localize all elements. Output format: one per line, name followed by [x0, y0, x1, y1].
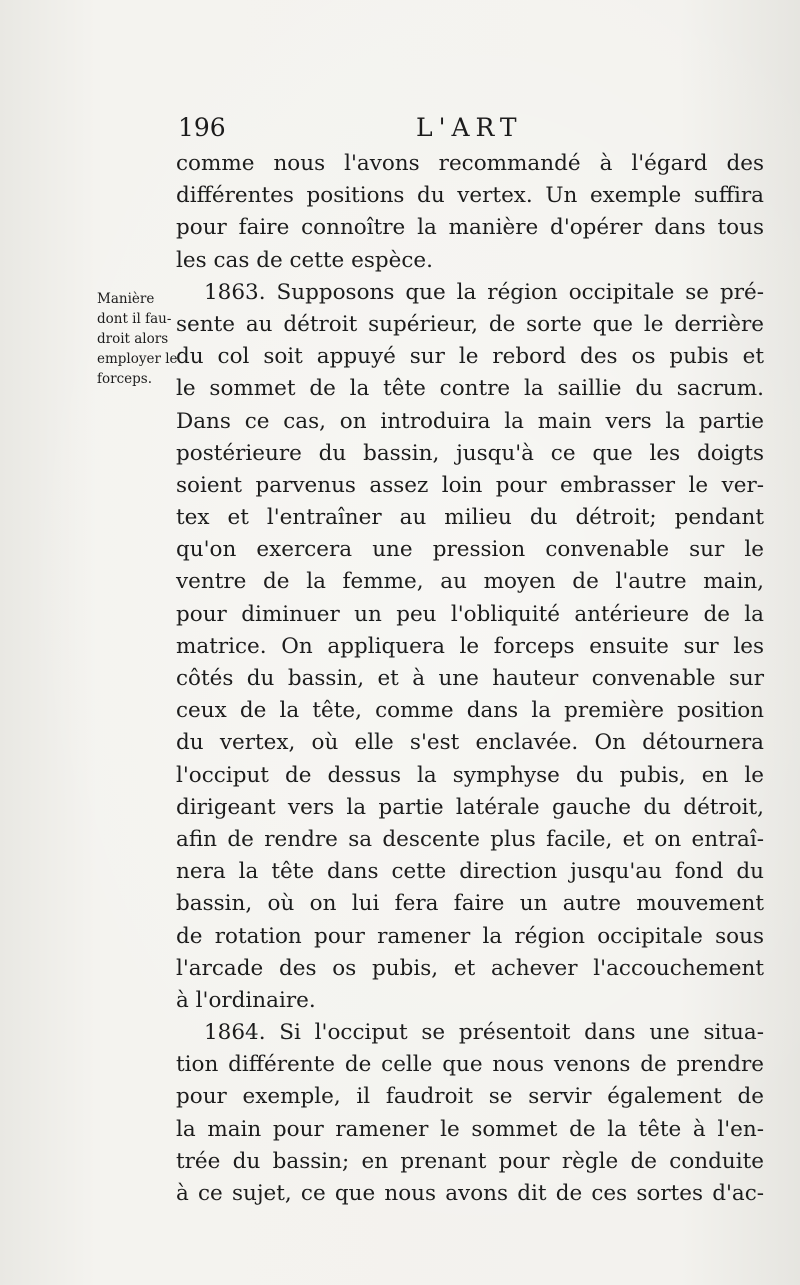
- text-line: matrice. On appliquera le forceps ensuite sur les: [176, 633, 764, 659]
- text-line: à l'ordinaire.: [176, 987, 316, 1013]
- margin-note-line: droit alors: [97, 331, 169, 347]
- text-line: à ce sujet, ce que nous avons dit de ces sortes d'ac-: [176, 1181, 764, 1206]
- paragraph-1863-start: 1863. Supposons que la région occipitale se pré-: [204, 279, 764, 305]
- margin-note-line: Manière: [97, 291, 155, 307]
- text-line: soient parvenus assez loin pour embrasser le ver-: [176, 472, 764, 498]
- text-line: pour diminuer un peu l'obliquité antérieure de la: [176, 601, 764, 627]
- text-line: côtés du bassin, et à une hauteur convenable sur: [176, 666, 764, 691]
- text-line: les cas de cette espèce.: [176, 247, 433, 273]
- text-line: sente au détroit supérieur, de sorte que le derrière: [176, 311, 764, 337]
- text-line: dirigeant vers la partie latérale gauche du détroit,: [176, 794, 764, 820]
- text-line: du col soit appuyé sur le rebord des os pubis et: [176, 344, 764, 370]
- paragraph-1864-start: 1864. Si l'occiput se présentoit dans une situa-: [204, 1020, 764, 1046]
- margin-note-line: employer le: [97, 351, 178, 367]
- text-line: Dans ce cas, on introduira la main vers la partie: [176, 408, 764, 434]
- body-text: [176, 148, 764, 1210]
- text-line: ceux de la tête, comme dans la première position: [176, 698, 764, 724]
- text-line: du vertex, où elle s'est enclavée. On détournera: [176, 730, 764, 756]
- margin-note-line: dont il fau-: [97, 311, 172, 327]
- text-line: ventre de la femme, au moyen de l'autre main,: [176, 569, 764, 595]
- text-line: postérieure du bassin, jusqu'à ce que les doigts: [176, 440, 764, 466]
- text-line: tion différente de celle que nous venons de prendre: [176, 1052, 764, 1078]
- margin-note: [97, 289, 181, 389]
- text-line: comme nous l'avons recommandé à l'égard des: [176, 151, 764, 176]
- page-header: [178, 113, 778, 145]
- text-line: l'occiput de dessus la symphyse du pubis, en le: [176, 762, 764, 788]
- text-line: la main pour ramener le sommet de la tête à l'en-: [176, 1116, 764, 1142]
- margin-note-line: forceps.: [97, 371, 152, 387]
- text-line: tex et l'entraîner au milieu du détroit; pendant: [176, 505, 764, 531]
- text-line: afin de rendre sa descente plus facile, et on entraî-: [176, 826, 764, 852]
- text-line: pour faire connoître la manière d'opérer dans tous: [176, 215, 764, 241]
- text-line: nera la tête dans cette direction jusqu'au fond du: [176, 859, 764, 885]
- text-line: l'arcade des os pubis, et achever l'accouchement: [176, 955, 764, 981]
- text-line: le sommet de la tête contre la saillie du sacrum.: [176, 376, 764, 402]
- running-title: L'ART: [416, 113, 523, 142]
- text-line: bassin, où on lui fera faire un autre mouvement: [176, 891, 764, 917]
- text-line: trée du bassin; en prenant pour règle de conduite: [176, 1148, 764, 1174]
- text-line: de rotation pour ramener la région occipitale sous: [176, 923, 764, 949]
- text-line: qu'on exercera une pression convenable sur le: [176, 537, 764, 563]
- text-line: différentes positions du vertex. Un exemple suffira: [176, 183, 764, 209]
- page-number: 196: [178, 113, 226, 142]
- text-line: pour exemple, il faudroit se servir également de: [176, 1084, 764, 1110]
